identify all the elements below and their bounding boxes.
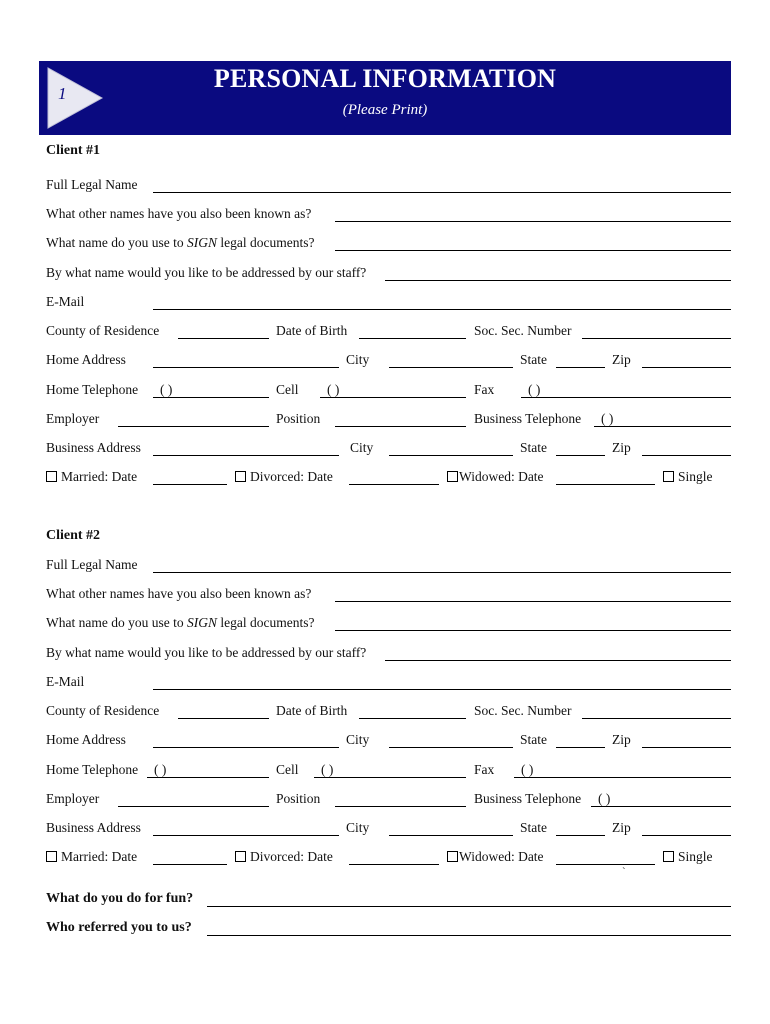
c2-city-label: City	[346, 732, 370, 747]
c2-state-field[interactable]	[556, 747, 605, 748]
c1-dob-label: Date of Birth	[276, 323, 348, 338]
page-number: 1	[58, 84, 67, 103]
stray-mark: `	[622, 866, 626, 878]
c2-single-option: Single	[663, 849, 713, 865]
c1-state-field[interactable]	[556, 367, 605, 368]
c1-business-phone-field[interactable]	[594, 426, 731, 427]
c2-other-names-label: What other names have you also been known as?	[46, 586, 312, 601]
c2-home-phone-parens: ( )	[154, 762, 167, 777]
c1-bzip-field[interactable]	[642, 455, 731, 456]
c1-email-label: E-Mail	[46, 294, 85, 309]
c2-widowed-checkbox[interactable]	[447, 851, 458, 862]
c1-business-phone-parens: ( )	[601, 411, 614, 426]
c1-married-date-field[interactable]	[153, 484, 227, 485]
c1-city-field[interactable]	[389, 367, 513, 368]
c2-home-address-label: Home Address	[46, 732, 126, 747]
c1-bstate-field[interactable]	[556, 455, 605, 456]
c1-dob-field[interactable]	[359, 338, 466, 339]
c2-bzip-field[interactable]	[642, 835, 731, 836]
c2-sign-name-label: What name do you use to SIGN legal documents?	[46, 615, 315, 630]
c2-county-field[interactable]	[178, 718, 269, 719]
c1-sign-name-label: What name do you use to SIGN legal documents?	[46, 235, 315, 250]
c2-zip-label: Zip	[612, 732, 631, 747]
c1-other-names-label: What other names have you also been known as?	[46, 206, 312, 221]
c1-home-phone-field[interactable]	[153, 397, 269, 398]
c2-cell-label: Cell	[276, 762, 299, 777]
c1-business-phone-label: Business Telephone	[474, 411, 582, 426]
page-title: PERSONAL INFORMATION	[213, 64, 557, 93]
c1-employer-label: Employer	[46, 411, 100, 426]
c2-employer-label: Employer	[46, 791, 100, 806]
c1-home-phone-label: Home Telephone	[46, 382, 139, 397]
c2-bcity-field[interactable]	[389, 835, 513, 836]
c2-divorced-option: Divorced: Date	[235, 849, 333, 865]
c1-employer-field[interactable]	[118, 426, 269, 427]
c1-cell-field[interactable]	[320, 397, 466, 398]
c1-full-name-field[interactable]	[153, 192, 731, 193]
c1-home-address-label: Home Address	[46, 352, 126, 367]
c2-dob-field[interactable]	[359, 718, 466, 719]
c2-divorced-date-field[interactable]	[349, 864, 439, 865]
c1-county-label: County of Residence	[46, 323, 160, 338]
c2-widowed-date-field[interactable]	[556, 864, 655, 865]
c2-full-name-field[interactable]	[153, 572, 731, 573]
c1-position-field[interactable]	[335, 426, 466, 427]
c2-addressed-label: By what name would you like to be addressed by our staff?	[46, 645, 367, 660]
c1-widowed-checkbox[interactable]	[447, 471, 458, 482]
c2-dob-label: Date of Birth	[276, 703, 348, 718]
c2-business-phone-parens: ( )	[598, 791, 611, 806]
c2-city-field[interactable]	[389, 747, 513, 748]
c1-married-option: Married: Date	[46, 469, 137, 485]
c2-bstate-label: State	[520, 820, 547, 835]
c2-bzip-label: Zip	[612, 820, 631, 835]
c2-business-address-label: Business Address	[46, 820, 141, 835]
c2-other-names-field[interactable]	[335, 601, 731, 602]
c1-bzip-label: Zip	[612, 440, 631, 455]
c1-divorced-date-field[interactable]	[349, 484, 439, 485]
c1-full-name-label: Full Legal Name	[46, 177, 138, 192]
c1-fax-parens: ( )	[528, 382, 541, 397]
c2-fax-label: Fax	[474, 762, 495, 777]
c2-full-name-label: Full Legal Name	[46, 557, 138, 572]
c2-business-address-field[interactable]	[153, 835, 339, 836]
fun-field[interactable]	[207, 906, 731, 907]
c1-bstate-label: State	[520, 440, 547, 455]
page-badge-arrow-icon	[46, 66, 104, 130]
referred-field[interactable]	[207, 935, 731, 936]
c2-email-label: E-Mail	[46, 674, 85, 689]
c1-cell-label: Cell	[276, 382, 299, 397]
c2-bstate-field[interactable]	[556, 835, 605, 836]
c2-state-label: State	[520, 732, 547, 747]
c1-sign-name-field[interactable]	[335, 250, 731, 251]
c2-position-field[interactable]	[335, 806, 466, 807]
c2-fax-parens: ( )	[521, 762, 534, 777]
c1-zip-field[interactable]	[642, 367, 731, 368]
c1-business-address-label: Business Address	[46, 440, 141, 455]
c2-married-checkbox[interactable]	[46, 851, 57, 862]
c1-ssn-label: Soc. Sec. Number	[474, 323, 572, 338]
c1-ssn-field[interactable]	[582, 338, 731, 339]
c1-home-phone-parens: ( )	[160, 382, 173, 397]
c2-business-phone-field[interactable]	[591, 806, 731, 807]
c1-state-label: State	[520, 352, 547, 367]
c1-bcity-field[interactable]	[389, 455, 513, 456]
c2-ssn-field[interactable]	[582, 718, 731, 719]
referred-label: Who referred you to us?	[46, 920, 192, 935]
fun-label: What do you do for fun?	[46, 891, 194, 906]
c1-single-option: Single	[663, 469, 713, 485]
c2-widowed-option: Widowed: Date	[447, 849, 544, 865]
c1-city-label: City	[346, 352, 370, 367]
c2-position-label: Position	[276, 791, 321, 806]
c2-divorced-checkbox[interactable]	[235, 851, 246, 862]
c2-cell-field[interactable]	[314, 777, 466, 778]
client2-heading: Client #2	[46, 528, 101, 543]
c2-married-date-field[interactable]	[153, 864, 227, 865]
c2-cell-parens: ( )	[321, 762, 334, 777]
c2-zip-field[interactable]	[642, 747, 731, 748]
c2-business-phone-label: Business Telephone	[474, 791, 582, 806]
c1-addressed-field[interactable]	[385, 280, 731, 281]
c1-addressed-label: By what name would you like to be addressed by our staff?	[46, 265, 367, 280]
c1-cell-parens: ( )	[327, 382, 340, 397]
c1-married-checkbox[interactable]	[46, 471, 57, 482]
c2-email-field[interactable]	[153, 689, 731, 690]
c2-bcity-label: City	[346, 820, 370, 835]
c1-divorced-checkbox[interactable]	[235, 471, 246, 482]
c2-home-address-field[interactable]	[153, 747, 339, 748]
c1-position-label: Position	[276, 411, 321, 426]
c2-home-phone-field[interactable]	[147, 777, 269, 778]
c2-addressed-field[interactable]	[385, 660, 731, 661]
c2-employer-field[interactable]	[118, 806, 269, 807]
c1-divorced-option: Divorced: Date	[235, 469, 333, 485]
c1-widowed-date-field[interactable]	[556, 484, 655, 485]
c1-fax-label: Fax	[474, 382, 495, 397]
c1-zip-label: Zip	[612, 352, 631, 367]
c1-fax-field[interactable]	[521, 397, 731, 398]
c2-county-label: County of Residence	[46, 703, 160, 718]
page-subtitle: (Please Print)	[342, 102, 428, 118]
c1-bcity-label: City	[350, 440, 374, 455]
c2-single-checkbox[interactable]	[663, 851, 674, 862]
c2-married-option: Married: Date	[46, 849, 137, 865]
c1-other-names-field[interactable]	[335, 221, 731, 222]
c2-fax-field[interactable]	[514, 777, 731, 778]
c1-email-field[interactable]	[153, 309, 731, 310]
c2-sign-name-field[interactable]	[335, 630, 731, 631]
c1-business-address-field[interactable]	[153, 455, 339, 456]
c2-ssn-label: Soc. Sec. Number	[474, 703, 572, 718]
c2-home-phone-label: Home Telephone	[46, 762, 139, 777]
c1-home-address-field[interactable]	[153, 367, 339, 368]
c1-county-field[interactable]	[178, 338, 269, 339]
c1-widowed-option: Widowed: Date	[447, 469, 544, 485]
c1-single-checkbox[interactable]	[663, 471, 674, 482]
client1-heading: Client #1	[46, 143, 101, 158]
